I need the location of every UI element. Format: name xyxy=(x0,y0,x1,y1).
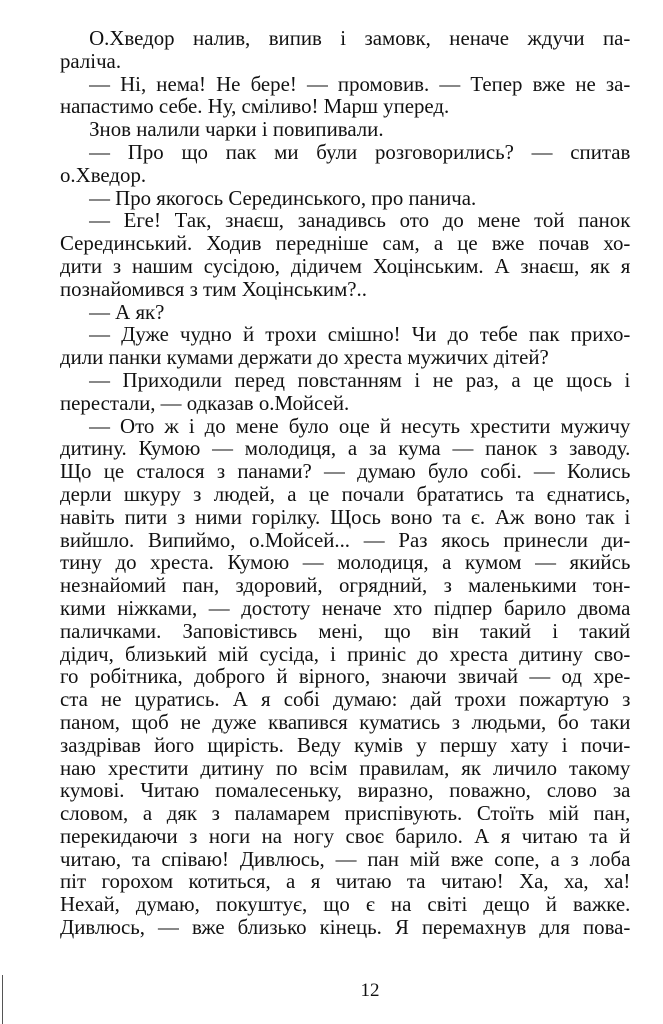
text-line: кими ніжками, — достоту неначе хто підпер барило двома xyxy=(60,595,631,620)
text-line: вийшло. Випиймо, о.Мойсей... — Раз якось принесли ди- xyxy=(60,527,631,552)
text-line: — Ні, нема! Не бере! — промовив. — Тепер вже не за- xyxy=(89,71,631,96)
page-number: 12 xyxy=(360,980,380,1001)
text-line: тину до хреста. Кумою — молодиця, а кумом — якийсь xyxy=(60,550,631,575)
text-line: Що це сталося з панами? — думаю було собі. — Колись xyxy=(60,459,631,484)
text-line: дитину. Кумою — молодиця, а за кума — панок з заводу. xyxy=(60,436,631,461)
text-line: паличками. Заповістивсь мені, що він такий і такий xyxy=(60,618,631,643)
text-line: — Дуже чудно й трохи смішно! Чи до тебе пак прихо- xyxy=(89,322,631,347)
text-line: піт горохом котиться, а я читаю та читаю! Ха, ха, ха! xyxy=(60,869,631,894)
text-line: Нехай, думаю, покуштує, що є на світі дещо й важке. xyxy=(60,892,631,917)
text-line: ста не цуратись. А я собі думаю: дай трохи пожартую з xyxy=(60,687,631,712)
text-line: читаю, та співаю! Дивлюсь, — пан мій вже сопе, а з лоба xyxy=(60,846,631,871)
text-line: паном, щоб не дуже квапився куматись з людьми, бо таки xyxy=(60,709,631,734)
text-line: перестали, — одказав о.Мойсей. xyxy=(60,390,350,415)
text-line: незнайомий пан, здоровий, огрядний, з маленькими тон- xyxy=(60,573,631,598)
text-line: дити з нашим сусідою, дідичем Хоцінським. А знаєш, як я xyxy=(60,253,631,278)
text-line: — Еге! Так, знаєш, занадивсь ото до мене той панок xyxy=(89,208,631,233)
text-line: дили панки кумами держати до хреста мужичих дітей? xyxy=(60,345,549,370)
text-line: словом, а дяк з паламарем приспівують. Стоїть мій пан, xyxy=(60,801,631,826)
text-line: дерли шкуру з людей, а це почали брататись та єднатись, xyxy=(60,481,631,506)
page-edge-line xyxy=(2,975,3,1024)
text-line: перекидаючи з ноги на ногу своє барило. А я читаю та й xyxy=(60,823,631,848)
text-line: Знов налили чарки і повипивали. xyxy=(89,117,384,142)
text-line: — А як? xyxy=(89,299,165,324)
text-line: познайомився з тим Хоцінським?.. xyxy=(60,276,367,301)
page-body-text xyxy=(60,27,648,939)
text-line: о.Хведор. xyxy=(60,162,147,187)
text-line: наю хрестити дитину по всім правилам, як личило такому xyxy=(60,755,631,780)
text-line: дідич, близький мій сусіда, і приніс до хреста дитину сво- xyxy=(60,641,631,666)
text-line: кумові. Читаю помалесеньку, виразно, поважно, слово за xyxy=(60,778,631,803)
text-line: заздрівав його щирість. Веду кумів у першу хату і почи- xyxy=(60,732,631,757)
text-line: — Про якогось Серединського, про панича. xyxy=(89,185,477,210)
text-line: О.Хведор налив, випив і замовк, неначе ждучи па- xyxy=(89,26,631,50)
text-line: — Ото ж і до мене було оце й несуть хрестити мужичу xyxy=(89,413,631,438)
text-line: напастимо себе. Ну, сміливо! Марш уперед. xyxy=(60,94,450,119)
text-line: Дивлюсь, — вже близько кінець. Я перемахнув для пова- xyxy=(60,915,631,940)
text-line: го робітника, доброго й вірного, знаючи звичай — од хре- xyxy=(60,664,631,689)
text-line: раліча. xyxy=(60,48,122,73)
text-line: — Про що пак ми були розговорились? — спитав xyxy=(89,139,631,164)
text-line: Серединський. Ходив передніше сам, а це вже почав хо- xyxy=(60,231,631,256)
text-line: навіть пити з ними горілку. Щось воно та є. Аж воно так і xyxy=(60,504,631,529)
text-line: — Приходили перед повстанням і не раз, а це щось і xyxy=(89,367,631,392)
